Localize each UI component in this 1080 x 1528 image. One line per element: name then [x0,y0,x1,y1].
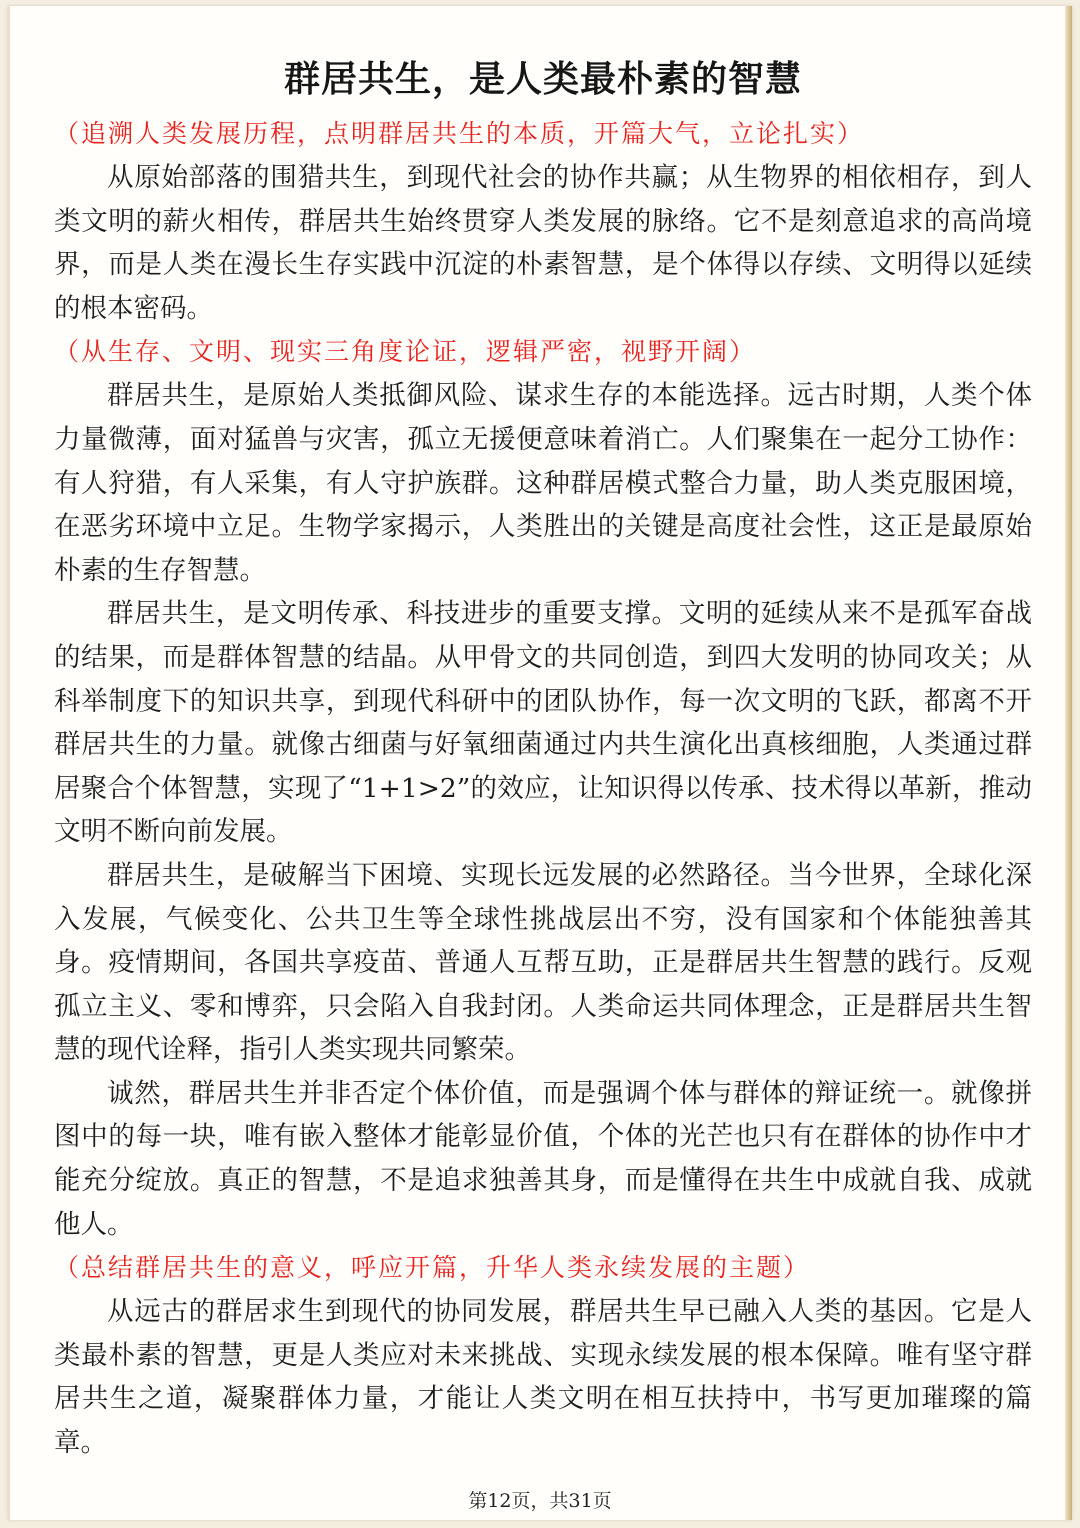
comment-note-intro: （追溯人类发展历程，点明群居共生的本质，开篇大气，立论扎实） [54,119,865,148]
comment-note-conclusion: （总结群居共生的意义，呼应开篇，升华人类永续发展的主题） [54,1253,811,1283]
document-title: 群居共生，是人类最朴素的智慧 [283,59,802,100]
body-paragraph-conclusion: 从远古的群居求生到现代的协同发展，群居共生早已融入人类的基因。它是人类最朴素的智慧，更是人类应对未来挑战、实现永续发展的根本保障。唯有坚守群居共生之道，凝聚群体力量，才能让人类文明在相互扶持中，书写更加璀璨的篇章。 [54,1296,1032,1459]
page-right-edge [1065,6,1072,1520]
document-page [8,6,1072,1520]
comment-note-argument: （从生存、文明、现实三角度论证，逻辑严密，视野开阔） [54,337,757,367]
body-paragraph-civilization: 群居共生，是文明传承、科技进步的重要支撑。文明的延续从来不是孤军奋战的结果，而是群体智慧的结晶。从甲骨文的共同创造，到四大发明的协同攻关；从科举制度下的知识共享，到现代科研中的团队协作，每一次文明的飞跃，都离不开群居共生的力量。就像古细菌与好氧细菌通过内共生演化出真核细胞，人类通过群居聚合个体智慧，实现了“1+1>2”的效应，让知识得以传承、技术得以革新，推动文明不断向前发展。 [54,598,1032,848]
body-paragraph-dialectic: 诚然，群居共生并非否定个体价值，而是强调个体与群体的辩证统一。就像拼图中的每一块，唯有嵌入整体才能彰显价值，个体的光芒也只有在群体的协作中才能充分绽放。真正的智慧，不是追求独善其身，而是懂得在共生中成就自我、成就他人。 [54,1077,1032,1240]
body-paragraph-reality: 群居共生，是破解当下困境、实现长远发展的必然路径。当今世界，全球化深入发展，气候变化、公共卫生等全球性挑战层出不穷，没有国家和个体能独善其身。疫情期间，各国共享疫苗、普通人互帮互助，正是群居共生智慧的践行。反观孤立主义、零和博弈，只会陷入自我封闭。人类命运共同体理念，正是群居共生智慧的现代诠释，指引人类实现共同繁荣。 [54,859,1032,1066]
page-number: 第12页，共31页 [468,1490,612,1512]
body-paragraph-intro: 从原始部落的围猎共生，到现代社会的协作共赢；从生物界的相依相存，到人类文明的薪火相传，群居共生始终贯穿人类发展的脉络。它不是刻意追求的高尚境界，而是人类在漫长生存实践中沉淀的朴素智慧，是个体得以存续、文明得以延续的根本密码。 [54,162,1032,324]
document-content [54,54,1032,1465]
body-paragraph-survival: 群居共生，是原始人类抵御风险、谋求生存的本能选择。远古时期，人类个体力量微薄，面对猛兽与灾害，孤立无援便意味着消亡。人们聚集在一起分工协作：有人狩猎，有人采集，有人守护族群。这种群居模式整合力量，助人类克服困境，在恶劣环境中立足。生物学家揭示，人类胜出的关键是高度社会性，这正是最原始朴素的生存智慧。 [54,380,1032,586]
page-left-edge [8,6,10,1520]
